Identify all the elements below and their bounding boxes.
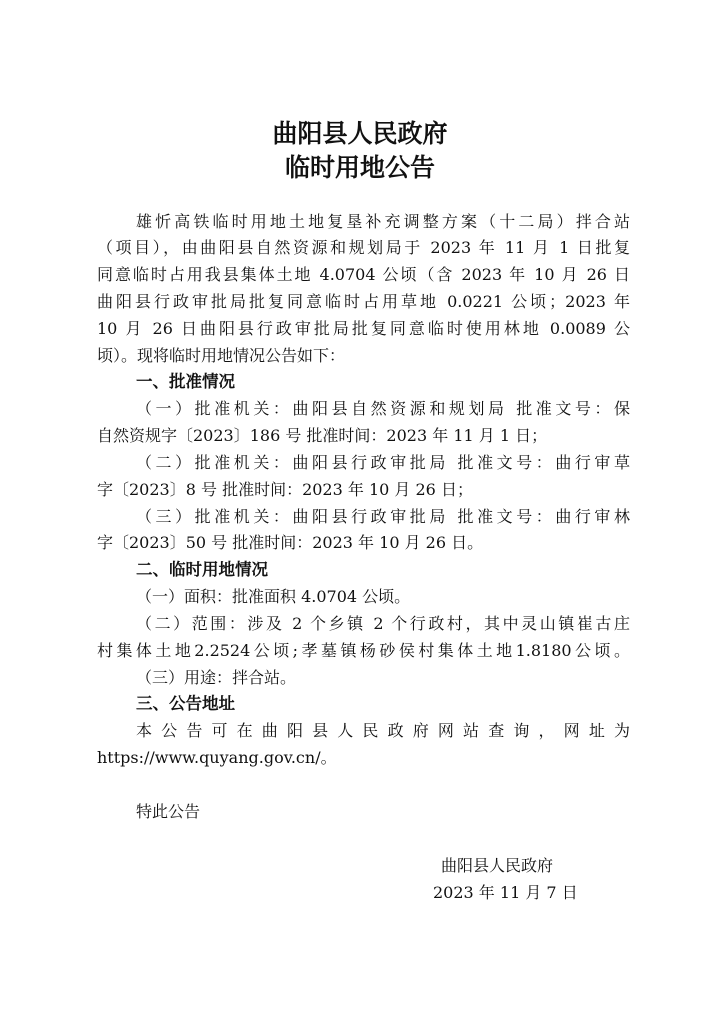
body-line: 同意临时占用我县集体土地 4.0704 公顷（含 2023 年 10 月 26 日 bbox=[97, 265, 630, 284]
body-line: 本公告可在曲阳县人民政府网站查询，网址为 bbox=[136, 721, 630, 740]
body-line: 曲阳县行政审批局批复同意临时占用草地 0.0221 公顷；2023 年 bbox=[97, 292, 630, 311]
issuer-name: 曲阳县人民政府 bbox=[441, 856, 554, 875]
body-line: 10 月 26 日曲阳县行政审批局批复同意临时使用林地 0.0089 公 bbox=[97, 319, 630, 338]
title-line-1: 曲阳县人民政府 bbox=[272, 119, 448, 148]
body-line: （二）批准机关：曲阳县行政审批局 批准文号：曲行审草 bbox=[136, 453, 630, 472]
body-line: （三）用途：拌合站。 bbox=[136, 668, 297, 687]
section-heading: 三、公告地址 bbox=[136, 694, 235, 713]
body-line: （一）面积：批准面积 4.0704 公顷。 bbox=[136, 587, 411, 606]
section-heading: 一、批准情况 bbox=[136, 372, 235, 391]
body-line: （三）批准机关：曲阳县行政审批局 批准文号：曲行审林 bbox=[136, 507, 630, 526]
body-line: （项目），由曲阳县自然资源和规划局于 2023 年 11 月 1 日批复 bbox=[97, 238, 630, 257]
body-line: 雄忻高铁临时用地土地复垦补充调整方案（十二局）拌合站 bbox=[136, 212, 630, 231]
closing-line: 特此公告 bbox=[136, 802, 201, 821]
body-line: 自然资规字〔2023〕186 号 批准时间：2023 年 11 月 1 日； bbox=[97, 426, 548, 445]
body-line: 村集体土地2.2524公顷;孝墓镇杨砂侯村集体土地1.8180公顷。 bbox=[97, 641, 630, 660]
website-url: https://www.quyang.gov.cn/。 bbox=[97, 748, 337, 767]
section-heading: 二、临时用地情况 bbox=[136, 560, 268, 579]
body-line: （二）范围：涉及 2 个乡镇 2 个行政村，其中灵山镇崔古庄 bbox=[136, 614, 630, 633]
issue-date: 2023 年 11 月 7 日 bbox=[433, 883, 578, 902]
body-line: 字〔2023〕8 号 批准时间：2023 年 10 月 26 日； bbox=[97, 480, 473, 499]
body-line: 顷）。现将临时用地情况公告如下： bbox=[97, 346, 346, 365]
title-line-2: 临时用地公告 bbox=[284, 153, 435, 182]
body-line: （一）批准机关：曲阳县自然资源和规划局 批准文号：保 bbox=[136, 399, 630, 418]
body-line: 字〔2023〕50 号 批准时间：2023 年 10 月 26 日。 bbox=[97, 533, 484, 552]
